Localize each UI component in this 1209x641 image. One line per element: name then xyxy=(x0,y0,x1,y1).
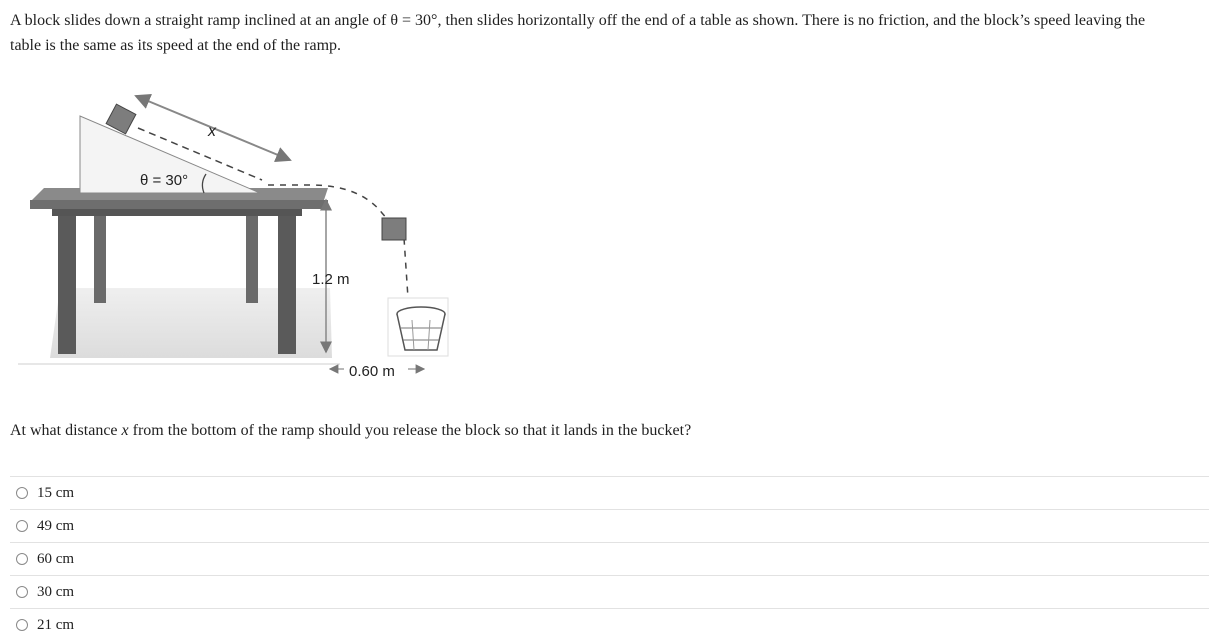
falling-block xyxy=(382,218,406,240)
answer-option[interactable] xyxy=(10,608,1209,641)
answer-label: 49 cm xyxy=(37,517,75,534)
answer-options xyxy=(10,476,1209,641)
answer-option[interactable] xyxy=(10,542,1209,575)
answer-label: 30 cm xyxy=(37,583,75,600)
answer-option[interactable] xyxy=(10,509,1209,542)
ramp-table-figure xyxy=(10,88,460,388)
question-line-2: table is the same as its speed at the end of the ramp. xyxy=(10,37,342,54)
prompt-after: from the bottom of the ramp should you release the block so that it lands in the bucket? xyxy=(128,422,692,439)
radio-button[interactable] xyxy=(16,619,28,631)
table-leg-mid-left xyxy=(94,208,106,303)
radio-button[interactable] xyxy=(16,520,28,532)
prompt-variable: x xyxy=(121,422,129,439)
table-leg-mid-right xyxy=(246,208,258,303)
answer-option[interactable] xyxy=(10,575,1209,608)
answer-option[interactable] xyxy=(10,476,1209,509)
table-leg-left xyxy=(58,208,76,354)
figure-diagram xyxy=(10,88,460,388)
distance-label: x xyxy=(208,123,216,140)
angle-label: θ = 30° xyxy=(140,172,189,189)
height-label: 1.2 m xyxy=(312,271,350,288)
question-text xyxy=(10,8,1205,58)
bucket xyxy=(388,298,448,356)
question-prompt xyxy=(10,420,691,442)
radio-button[interactable] xyxy=(16,553,28,565)
answer-label: 21 cm xyxy=(37,616,75,633)
horizontal-label: 0.60 m xyxy=(349,363,395,380)
table-top-edge xyxy=(30,200,328,209)
table-leg-right xyxy=(278,208,296,354)
prompt-before: At what distance xyxy=(10,422,122,439)
question-line-1: A block slides down a straight ramp inclined at an angle of θ = 30°, then slides horizontally off the end of a table as shown. There is no friction, and the block’s speed leaving the xyxy=(10,12,1146,29)
radio-button[interactable] xyxy=(16,586,28,598)
answer-label: 60 cm xyxy=(37,550,75,567)
radio-button[interactable] xyxy=(16,487,28,499)
answer-label: 15 cm xyxy=(37,484,75,501)
